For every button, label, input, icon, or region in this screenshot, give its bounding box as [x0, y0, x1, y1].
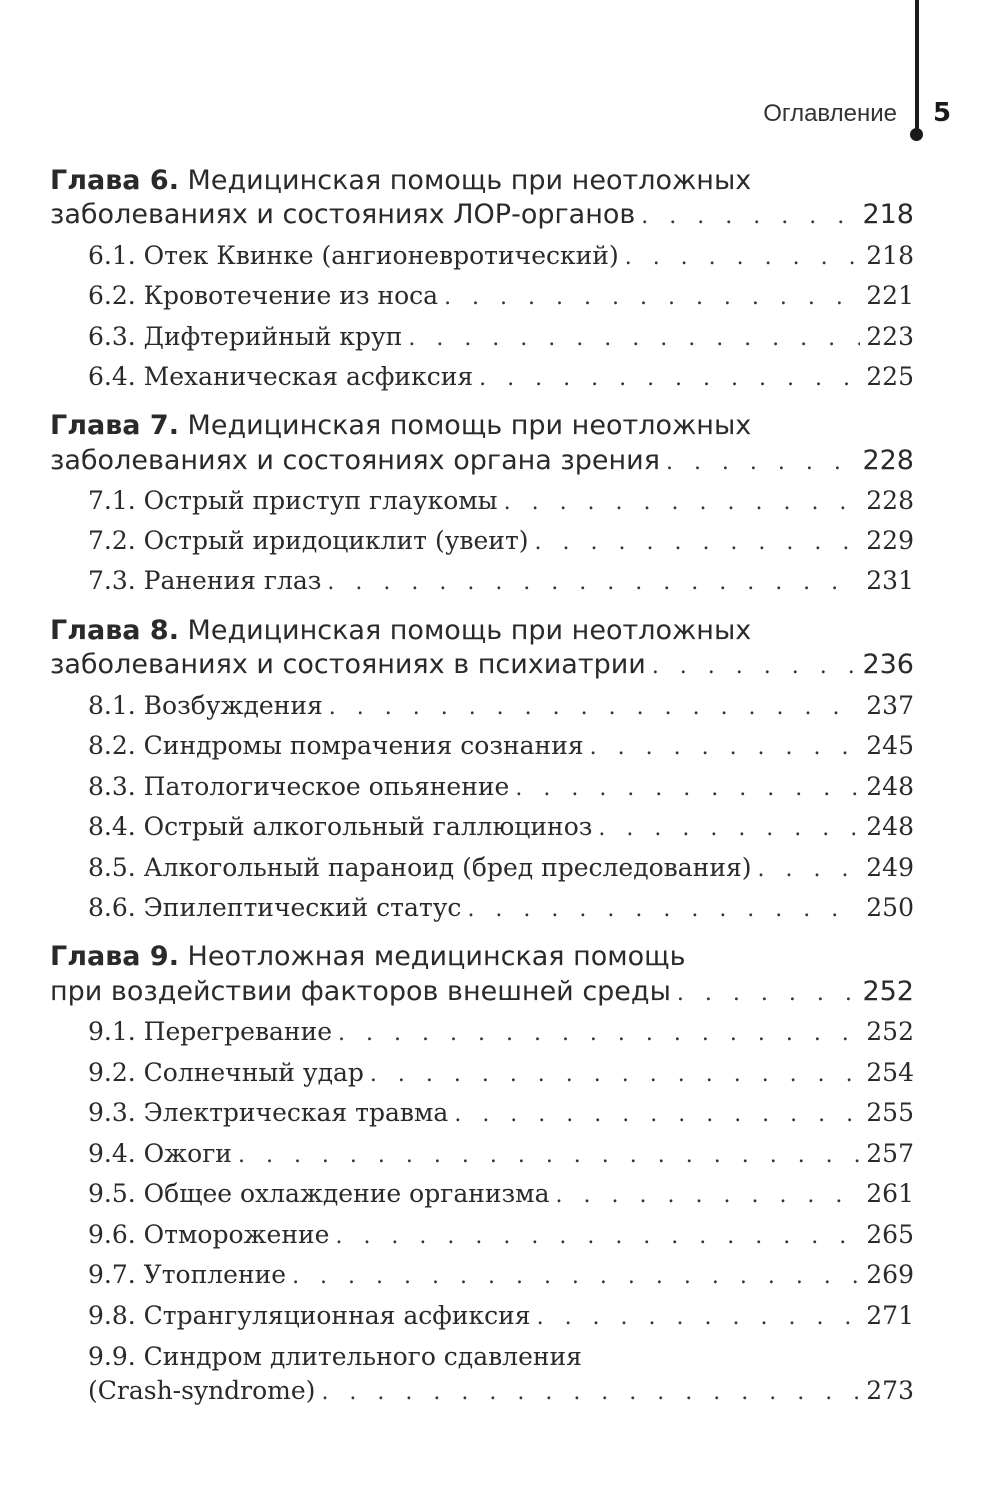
dot-leader	[598, 812, 860, 846]
page-ref: 254	[866, 1058, 914, 1087]
page-ref: 221	[866, 281, 914, 310]
entry-title: 9.4. Ожоги	[88, 1139, 232, 1168]
toc-entry-7-2[interactable]	[88, 524, 914, 560]
page-ref: 223	[866, 322, 914, 351]
entry-title: 9.8. Странгуляционная асфиксия	[88, 1301, 531, 1330]
entry-title: 8.6. Эпилептический статус	[88, 893, 462, 922]
toc-entry-8-4[interactable]	[88, 810, 914, 846]
chapter-7-entry[interactable]	[50, 444, 914, 480]
toc-entry-8-3[interactable]	[88, 770, 914, 806]
toc-entry-8-5[interactable]	[88, 851, 914, 887]
page-ref: 269	[866, 1260, 914, 1289]
chapter-8-entry[interactable]	[50, 648, 914, 684]
toc-entry-9-9-first-line[interactable]: 9.9. Синдром длительного сдавления	[88, 1342, 582, 1371]
toc-entry-8-6[interactable]	[88, 891, 914, 927]
toc-entry-9-3[interactable]	[88, 1096, 914, 1132]
page-ref: 236	[862, 649, 914, 680]
entry-title: 9.6. Отморожение	[88, 1220, 330, 1249]
dot-leader	[329, 691, 861, 725]
dot-leader	[677, 977, 857, 1011]
dot-leader	[327, 566, 860, 600]
toc-entry-9-6[interactable]	[88, 1218, 914, 1254]
dot-leader	[408, 322, 860, 356]
toc-entry-6-1[interactable]	[88, 239, 914, 275]
page-ref: 265	[866, 1220, 914, 1249]
chapter-6-entry[interactable]	[50, 198, 914, 234]
toc-entry-9-4[interactable]	[88, 1137, 914, 1173]
entry-title: 9.5. Общее охлаждение организма	[88, 1179, 550, 1208]
page-ref: 231	[866, 566, 914, 595]
dot-leader	[652, 650, 857, 684]
page-ref: 271	[866, 1301, 914, 1330]
page-ref: 249	[866, 853, 914, 882]
chapter-title: Медицинская помощь при неотложных	[187, 410, 752, 441]
dot-leader	[625, 241, 861, 275]
entry-title: (Crash-syndrome)	[88, 1376, 316, 1405]
page-ref: 248	[866, 772, 914, 801]
page-ref: 273	[866, 1376, 914, 1405]
dot-leader	[292, 1260, 860, 1294]
chapter-title-cont: заболеваниях и состояниях в психиатрии	[50, 649, 646, 680]
entry-title: 8.2. Синдромы помрачения сознания	[88, 731, 584, 760]
dot-leader	[479, 362, 860, 396]
chapter-8-heading[interactable]	[50, 614, 751, 648]
entry-title: 8.1. Возбуждения	[88, 691, 323, 720]
dot-leader	[758, 853, 861, 887]
toc-entry-9-1[interactable]	[88, 1015, 914, 1051]
toc-entry-9-7[interactable]	[88, 1258, 914, 1294]
page-ref: 229	[866, 526, 914, 555]
entry-title: 8.5. Алкогольный параноид (бред преследования)	[88, 853, 752, 882]
page-number: 5	[933, 98, 952, 128]
entry-title: 8.3. Патологическое опьянение	[88, 772, 510, 801]
entry-title: 8.4. Острый алкогольный галлюциноз	[88, 812, 593, 841]
entry-title: 7.2. Острый иридоциклит (увеит)	[88, 526, 529, 555]
dot-leader	[238, 1139, 860, 1173]
chapter-label: Глава 7.	[50, 410, 179, 441]
dot-leader	[504, 486, 861, 520]
toc-entry-8-2[interactable]	[88, 729, 914, 765]
entry-title: 7.3. Ранения глаз	[88, 566, 322, 595]
page-ref: 228	[866, 486, 914, 515]
page-ref: 245	[866, 731, 914, 760]
entry-title: 9.7. Утопление	[88, 1260, 287, 1289]
toc-entry-9-2[interactable]	[88, 1056, 914, 1092]
chapter-label: Глава 9.	[50, 941, 179, 972]
page-ref: 237	[866, 691, 914, 720]
page-ref: 261	[866, 1179, 914, 1208]
dot-leader	[467, 893, 860, 927]
dot-leader	[666, 446, 857, 480]
chapter-9-heading[interactable]	[50, 940, 686, 974]
page-ref: 225	[866, 362, 914, 391]
dot-leader	[444, 281, 860, 315]
dot-leader	[515, 772, 860, 806]
page-ref: 218	[862, 199, 914, 230]
toc-entry-9-9[interactable]	[88, 1374, 914, 1410]
dot-leader	[454, 1098, 860, 1132]
chapter-title-cont: заболеваниях и состояниях ЛОР-органов	[50, 199, 636, 230]
chapter-title-cont: заболеваниях и состояниях органа зрения	[50, 445, 660, 476]
entry-title: 7.1. Острый приступ глаукомы	[88, 486, 498, 515]
toc-entry-9-5[interactable]	[88, 1177, 914, 1213]
page-ref: 218	[866, 241, 914, 270]
chapter-title: Медицинская помощь при неотложных	[187, 615, 752, 646]
chapter-label: Глава 6.	[50, 165, 179, 196]
toc-entry-6-2[interactable]	[88, 279, 914, 315]
dot-leader	[370, 1058, 860, 1092]
entry-title: 6.2. Кровотечение из носа	[88, 281, 439, 310]
entry-title: 9.1. Перегревание	[88, 1017, 333, 1046]
chapter-7-heading[interactable]	[50, 409, 751, 443]
chapter-9-entry[interactable]	[50, 975, 914, 1011]
toc-entry-7-3[interactable]	[88, 564, 914, 600]
page-ref: 252	[866, 1017, 914, 1046]
page-ref: 252	[862, 976, 914, 1007]
entry-title: 9.3. Электрическая травма	[88, 1098, 449, 1127]
chapter-title-cont: при воздействии факторов внешней среды	[50, 976, 671, 1007]
dot-leader	[321, 1376, 860, 1410]
toc-entry-8-1[interactable]	[88, 689, 914, 725]
dot-leader	[535, 526, 861, 560]
page-ref: 228	[862, 445, 914, 476]
running-title: Оглавление	[763, 100, 897, 127]
chapter-title: Неотложная медицинская помощь	[187, 941, 686, 972]
dot-leader	[335, 1220, 860, 1254]
entry-title: 6.3. Дифтерийный круп	[88, 322, 403, 351]
entry-title: 6.1. Отек Квинке (ангионевротический)	[88, 241, 619, 270]
chapter-label: Глава 8.	[50, 615, 179, 646]
chapter-title: Медицинская помощь при неотложных	[187, 165, 752, 196]
toc-entry-9-8[interactable]	[88, 1299, 914, 1335]
page-ref: 248	[866, 812, 914, 841]
page-ref: 250	[866, 893, 914, 922]
chapter-6-heading[interactable]	[50, 164, 751, 198]
toc-entry-6-4[interactable]	[88, 360, 914, 396]
entry-title: 9.2. Солнечный удар	[88, 1058, 364, 1087]
dot-leader	[590, 731, 861, 765]
entry-title: 6.4. Механическая асфиксия	[88, 362, 474, 391]
dot-leader	[556, 1179, 861, 1213]
page-ref: 255	[866, 1098, 914, 1127]
dot-leader	[641, 200, 856, 234]
toc-entry-7-1[interactable]	[88, 484, 914, 520]
page-ref: 257	[866, 1139, 914, 1168]
dot-leader	[537, 1301, 861, 1335]
dot-leader	[338, 1017, 860, 1051]
toc-entry-6-3[interactable]	[88, 320, 914, 356]
